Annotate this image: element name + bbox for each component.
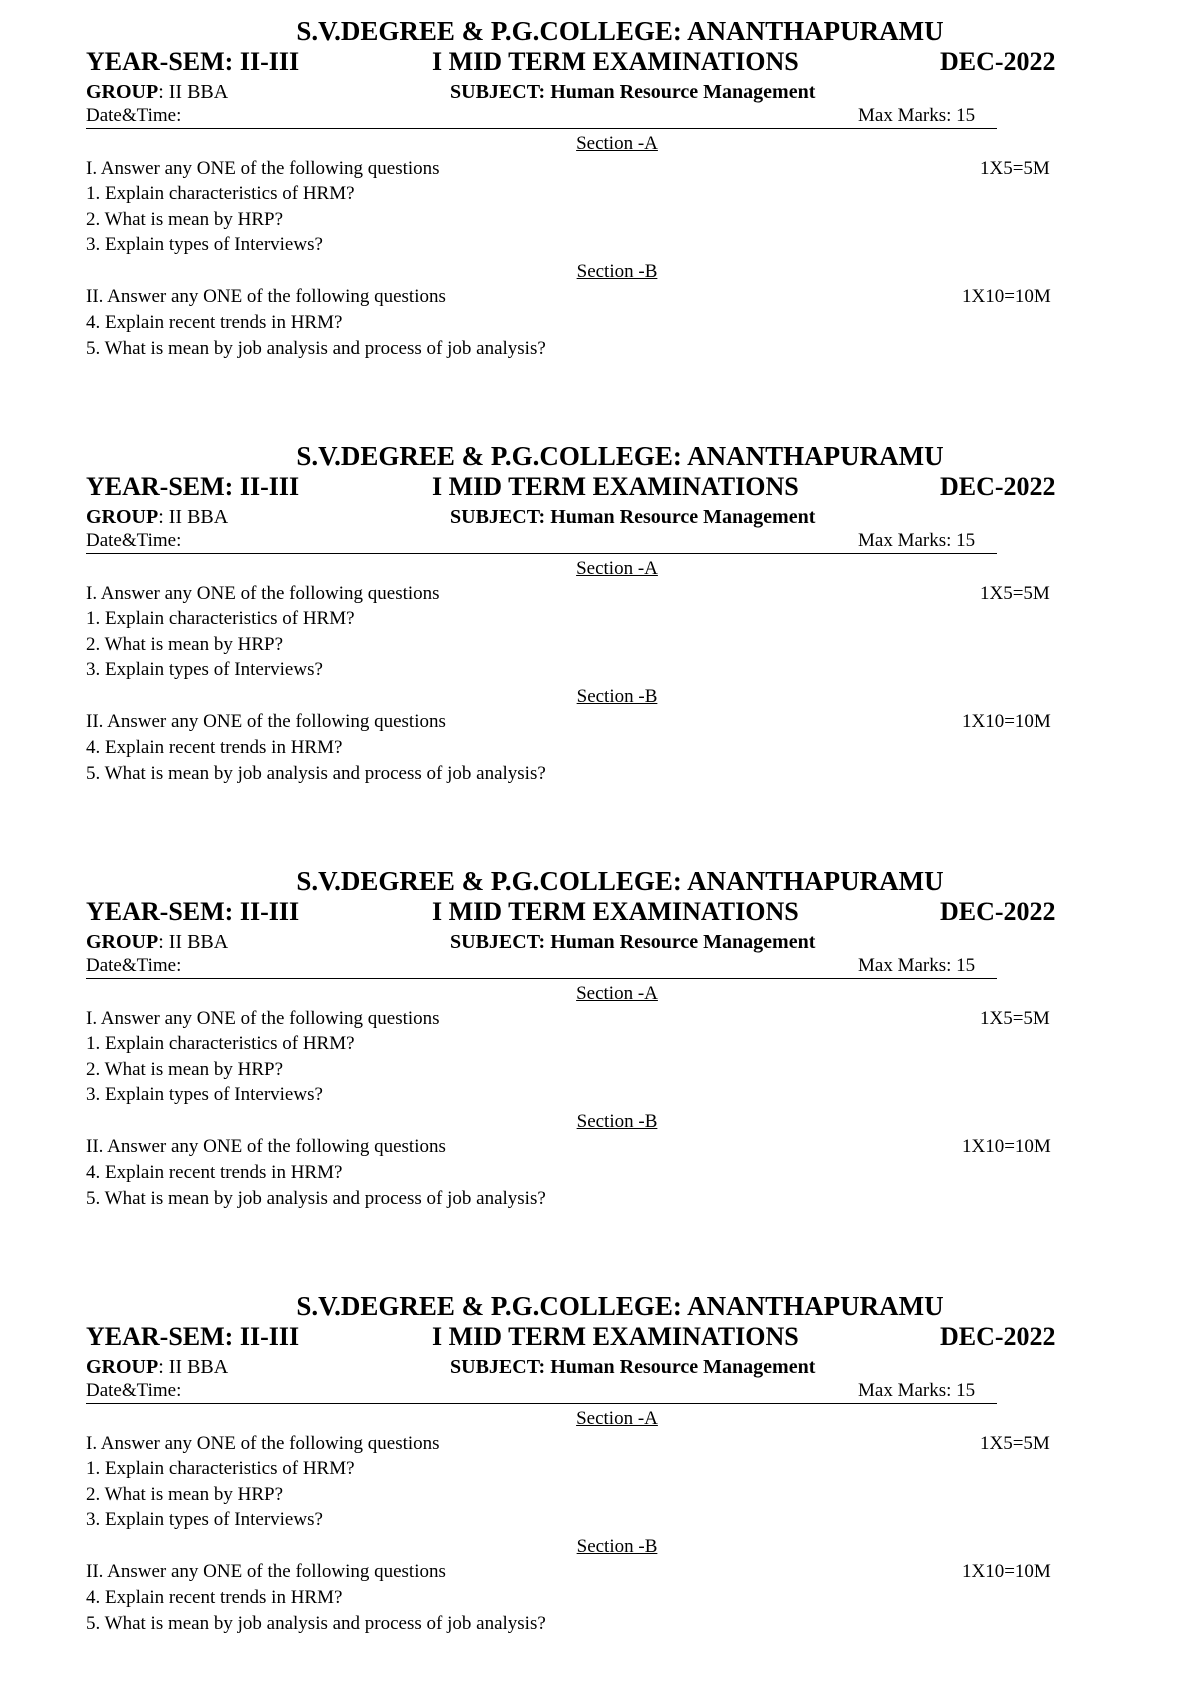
section-a-marks: 1X5=5M [980, 583, 1050, 604]
group-line [86, 80, 228, 104]
section-b-marks: 1X10=10M [962, 1136, 1051, 1157]
section-a-marks: 1X5=5M [980, 1008, 1050, 1029]
question-1: 1. Explain characteristics of HRM? [86, 608, 355, 629]
group-value: : II BBA [158, 506, 229, 528]
section-a-instruction: I. Answer any ONE of the following questions [86, 1433, 440, 1454]
group-label: GROUP [86, 81, 159, 103]
section-a-marks: 1X5=5M [980, 1433, 1050, 1454]
group-value: : II BBA [158, 931, 229, 953]
section-a-marks: 1X5=5M [980, 158, 1050, 179]
group-line [86, 505, 228, 529]
date-time-label: Date&Time: [86, 1380, 182, 1401]
section-b-marks: 1X10=10M [962, 1561, 1051, 1582]
question-5: 5. What is mean by job analysis and process of job analysis? [86, 1188, 546, 1209]
section-b-heading: Section -B [576, 1536, 658, 1557]
college-title: S.V.DEGREE & P.G.COLLEGE: ANANTHAPURAMU [296, 1291, 944, 1321]
exam-date: DEC-2022 [940, 897, 1056, 926]
subject-label: SUBJECT: [450, 81, 546, 103]
max-marks: Max Marks: 15 [858, 1380, 976, 1401]
max-marks: Max Marks: 15 [858, 955, 976, 976]
date-time-label: Date&Time: [86, 105, 182, 126]
subject-value: Human Resource Management [550, 506, 816, 528]
question-4: 4. Explain recent trends in HRM? [86, 1162, 343, 1183]
section-a-instruction: I. Answer any ONE of the following questions [86, 1008, 440, 1029]
exam-date: DEC-2022 [940, 472, 1056, 501]
exam-title: I MID TERM EXAMINATIONS [432, 1322, 799, 1351]
section-b-marks: 1X10=10M [962, 711, 1051, 732]
question-3: 3. Explain types of Interviews? [86, 234, 323, 255]
question-5: 5. What is mean by job analysis and process of job analysis? [86, 338, 546, 359]
question-1: 1. Explain characteristics of HRM? [86, 183, 355, 204]
question-1: 1. Explain characteristics of HRM? [86, 1458, 355, 1479]
date-marks-line [86, 104, 997, 129]
question-3: 3. Explain types of Interviews? [86, 1509, 323, 1530]
exam-date: DEC-2022 [940, 47, 1056, 76]
year-sem: YEAR-SEM: II-III [86, 897, 300, 926]
section-a-heading: Section -A [576, 983, 658, 1004]
subject-line [450, 80, 815, 104]
question-paper-copy-4 [0, 1275, 1200, 1665]
question-5: 5. What is mean by job analysis and process of job analysis? [86, 763, 546, 784]
question-2: 2. What is mean by HRP? [86, 1484, 284, 1505]
subject-label: SUBJECT: [450, 931, 546, 953]
group-value: : II BBA [158, 1356, 229, 1378]
exam-date: DEC-2022 [940, 1322, 1056, 1351]
group-label: GROUP [86, 931, 159, 953]
subject-line [450, 1355, 815, 1379]
section-a-heading: Section -A [576, 1408, 658, 1429]
date-time-label: Date&Time: [86, 955, 182, 976]
college-title: S.V.DEGREE & P.G.COLLEGE: ANANTHAPURAMU [296, 441, 944, 471]
subject-line [450, 930, 815, 954]
question-2: 2. What is mean by HRP? [86, 209, 284, 230]
section-b-instruction: II. Answer any ONE of the following questions [86, 711, 446, 732]
group-label: GROUP [86, 506, 159, 528]
question-paper-copy-2 [0, 425, 1200, 815]
date-marks-line [86, 1379, 997, 1404]
section-b-instruction: II. Answer any ONE of the following questions [86, 1136, 446, 1157]
year-sem: YEAR-SEM: II-III [86, 47, 300, 76]
section-b-instruction: II. Answer any ONE of the following questions [86, 286, 446, 307]
question-2: 2. What is mean by HRP? [86, 634, 284, 655]
group-value: : II BBA [158, 81, 229, 103]
date-marks-line [86, 529, 997, 554]
section-b-instruction: II. Answer any ONE of the following questions [86, 1561, 446, 1582]
group-line [86, 1355, 228, 1379]
subject-value: Human Resource Management [550, 81, 816, 103]
exam-title: I MID TERM EXAMINATIONS [432, 897, 799, 926]
subject-label: SUBJECT: [450, 1356, 546, 1378]
question-4: 4. Explain recent trends in HRM? [86, 312, 343, 333]
question-5: 5. What is mean by job analysis and process of job analysis? [86, 1613, 546, 1634]
max-marks: Max Marks: 15 [858, 105, 976, 126]
max-marks: Max Marks: 15 [858, 530, 976, 551]
question-2: 2. What is mean by HRP? [86, 1059, 284, 1080]
date-marks-line [86, 954, 997, 979]
section-a-instruction: I. Answer any ONE of the following questions [86, 158, 440, 179]
section-b-heading: Section -B [576, 686, 658, 707]
section-b-heading: Section -B [576, 261, 658, 282]
exam-title: I MID TERM EXAMINATIONS [432, 472, 799, 501]
subject-label: SUBJECT: [450, 506, 546, 528]
question-1: 1. Explain characteristics of HRM? [86, 1033, 355, 1054]
year-sem: YEAR-SEM: II-III [86, 1322, 300, 1351]
question-paper-copy-3 [0, 850, 1200, 1240]
year-sem: YEAR-SEM: II-III [86, 472, 300, 501]
section-a-heading: Section -A [576, 558, 658, 579]
question-3: 3. Explain types of Interviews? [86, 1084, 323, 1105]
section-b-marks: 1X10=10M [962, 286, 1051, 307]
date-time-label: Date&Time: [86, 530, 182, 551]
question-4: 4. Explain recent trends in HRM? [86, 1587, 343, 1608]
question-3: 3. Explain types of Interviews? [86, 659, 323, 680]
subject-line [450, 505, 815, 529]
subject-value: Human Resource Management [550, 1356, 816, 1378]
group-label: GROUP [86, 1356, 159, 1378]
college-title: S.V.DEGREE & P.G.COLLEGE: ANANTHAPURAMU [296, 866, 944, 896]
question-4: 4. Explain recent trends in HRM? [86, 737, 343, 758]
subject-value: Human Resource Management [550, 931, 816, 953]
question-paper-copy-1 [0, 0, 1200, 390]
group-line [86, 930, 228, 954]
college-title: S.V.DEGREE & P.G.COLLEGE: ANANTHAPURAMU [296, 16, 944, 46]
exam-title: I MID TERM EXAMINATIONS [432, 47, 799, 76]
section-b-heading: Section -B [576, 1111, 658, 1132]
section-a-instruction: I. Answer any ONE of the following questions [86, 583, 440, 604]
section-a-heading: Section -A [576, 133, 658, 154]
